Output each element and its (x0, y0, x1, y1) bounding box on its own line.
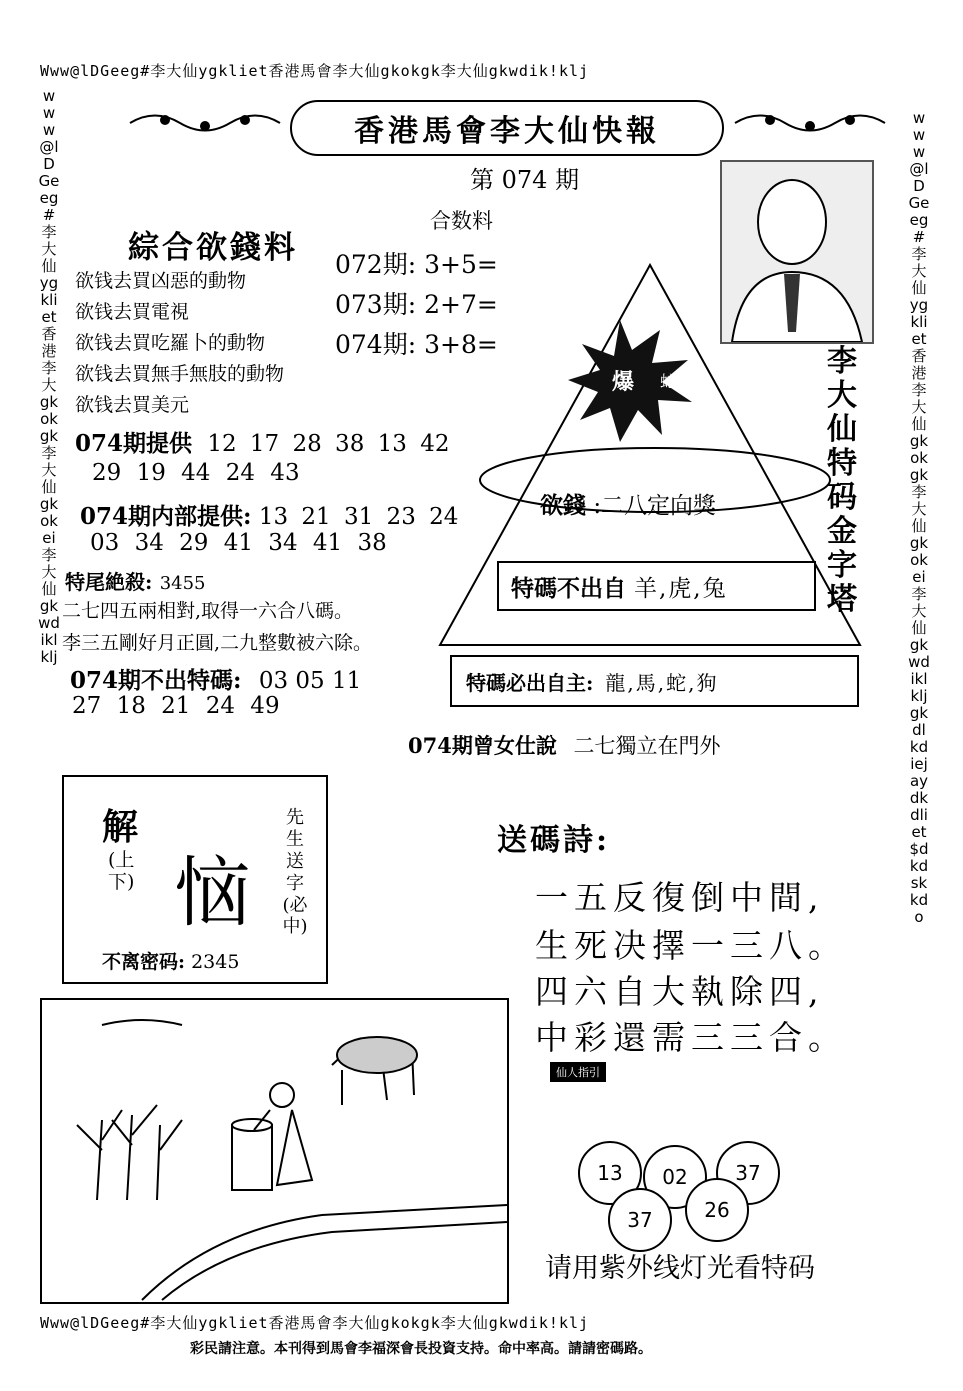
pyramid-side-title: 李大仙特码金字塔 (827, 344, 857, 617)
poem-line-3: 四六自大執除四, (535, 972, 825, 1011)
floral-ornament-right (730, 108, 890, 138)
zonghe-item: 欲钱去買美元 (75, 394, 190, 416)
zonghe-item: 欲钱去買無手無肢的動物 (75, 363, 285, 385)
buchu-numbers-2: 27 18 21 24 49 (72, 693, 280, 719)
neibu-numbers-2: 03 34 29 41 34 41 38 (90, 530, 387, 556)
page-title: 香港馬會李大仙快報 (354, 114, 660, 149)
illustration-frame (40, 998, 509, 1304)
heshu-line-2: 073期: 2+7= (335, 290, 498, 319)
number-circle: 13 (578, 1141, 642, 1205)
floral-right-icon (730, 108, 890, 138)
tigong-numbers-2: 29 19 44 24 43 (92, 460, 300, 486)
burst-char-left: 爆 (612, 369, 635, 395)
jie-box (62, 775, 328, 984)
zonghe-item: 欲钱去買凶惡的動物 (75, 270, 247, 292)
mustout-value: 龍,馬,蛇,狗 (605, 670, 719, 695)
number-circle: 37 (716, 1141, 780, 1205)
tewei-value: 3455 (159, 573, 206, 594)
heshu-line-3: 074期: 3+8= (335, 330, 498, 359)
number-circle: 26 (685, 1178, 749, 1242)
tigong-label: 074期提供 (75, 430, 193, 457)
zeng-label: 074期曾女仕說 (408, 733, 557, 758)
zeng-row (408, 730, 721, 760)
zeng-text: 二七獨立在門外 (573, 734, 721, 758)
jie-side-text-2: (必中) (282, 895, 308, 937)
jie-code-row (102, 947, 239, 974)
zonghe-title: 綜合欲錢料 (128, 230, 298, 266)
uv-note: 请用紫外线灯光看特码 (545, 1253, 815, 1284)
heshu-title: 合数料 (430, 209, 493, 233)
watermark-bottom: Www@lDGeeg#李大仙ygkliet香港馬會李大仙gkokgk李大仙gkwdik!klj (40, 1314, 590, 1332)
poem-title: 送碼詩: (497, 823, 611, 858)
neibu-row (80, 498, 458, 531)
heshu-line-1: 072期: 3+5= (335, 250, 498, 279)
buchu-label: 074期不出特碼: (70, 667, 242, 694)
zonghe-list (75, 266, 284, 421)
yuqian-row (540, 487, 716, 520)
jie-side-text: 先生送字 (286, 807, 304, 894)
floral-ornament-left (125, 108, 285, 138)
jie-label: 解 (102, 806, 139, 848)
tigong-numbers-1: 12 17 28 38 13 42 (207, 431, 450, 457)
neibu-numbers-1: 13 21 31 23 24 (258, 504, 459, 530)
tewei-row (65, 566, 206, 595)
footer-note: 彩民請注意。本刊得到馬會李福深會長投資支持。命中率高。請請密碼路。 (190, 1341, 652, 1357)
notout-value: 羊,虎,兔 (634, 575, 728, 602)
issue-number: 第 074 期 (470, 166, 580, 194)
notout-box (497, 561, 816, 611)
riddle-line-2: 李三五剛好月正圓,二九整數被六除。 (62, 632, 373, 654)
burst-char-right: 蛇 (660, 372, 677, 391)
yuqian-value: :二八定向獎 (593, 493, 717, 519)
scene-illustration-icon (42, 1000, 507, 1302)
watermark-left: www@lDGeeg#李大仙ygkliet香港李大gkokgk李大仙gkokei李大仙gkwdiklklj (38, 88, 60, 666)
watermark-right: www@lDGeeg#李大仙ygkliet香港李大仙gkokgk李大仙gkokei李大仙gkwdiklkljgkdlkdiejaydkdliet$dkdskkdo (908, 110, 930, 926)
jie-sub: (上下) (108, 849, 135, 893)
riddle-line-1: 二七四五兩相對,取得一六合八碼。 (62, 600, 354, 622)
jie-code: 2345 (191, 951, 240, 973)
buchu-numbers-1: 03 05 11 (258, 668, 362, 694)
poem-line-2: 生死决擇一三八。 (535, 926, 847, 965)
poem-line-1: 一五反復倒中間, (535, 878, 825, 917)
yuqian-label: 欲錢 (540, 492, 586, 519)
floral-left-icon (125, 108, 285, 138)
poem-stamp: 仙人指引 (550, 1062, 606, 1082)
tewei-label: 特尾絶殺: (65, 570, 153, 594)
title-banner (290, 100, 724, 156)
buchu-row (70, 662, 361, 695)
zonghe-item: 欲钱去買電視 (75, 301, 190, 323)
notout-label: 特碼不出自 (511, 574, 626, 602)
zonghe-item: 欲钱去買吃羅卜的動物 (75, 332, 266, 354)
poem-line-4: 中彩還需三三合。 (535, 1018, 847, 1057)
mustout-label: 特碼必出自主: (466, 670, 594, 695)
jie-character: 恼 (174, 848, 250, 937)
mustout-box (450, 655, 859, 707)
tigong-row (75, 425, 449, 458)
neibu-label: 074期内部提供: (80, 503, 252, 530)
number-circle: 02 (643, 1145, 707, 1209)
jie-code-label: 不离密码: (102, 951, 186, 973)
number-circle: 37 (608, 1188, 672, 1252)
watermark-top: Www@lDGeeg#李大仙ygkliet香港馬會李大仙gkokgk李大仙gkwdik!klj (40, 62, 590, 80)
